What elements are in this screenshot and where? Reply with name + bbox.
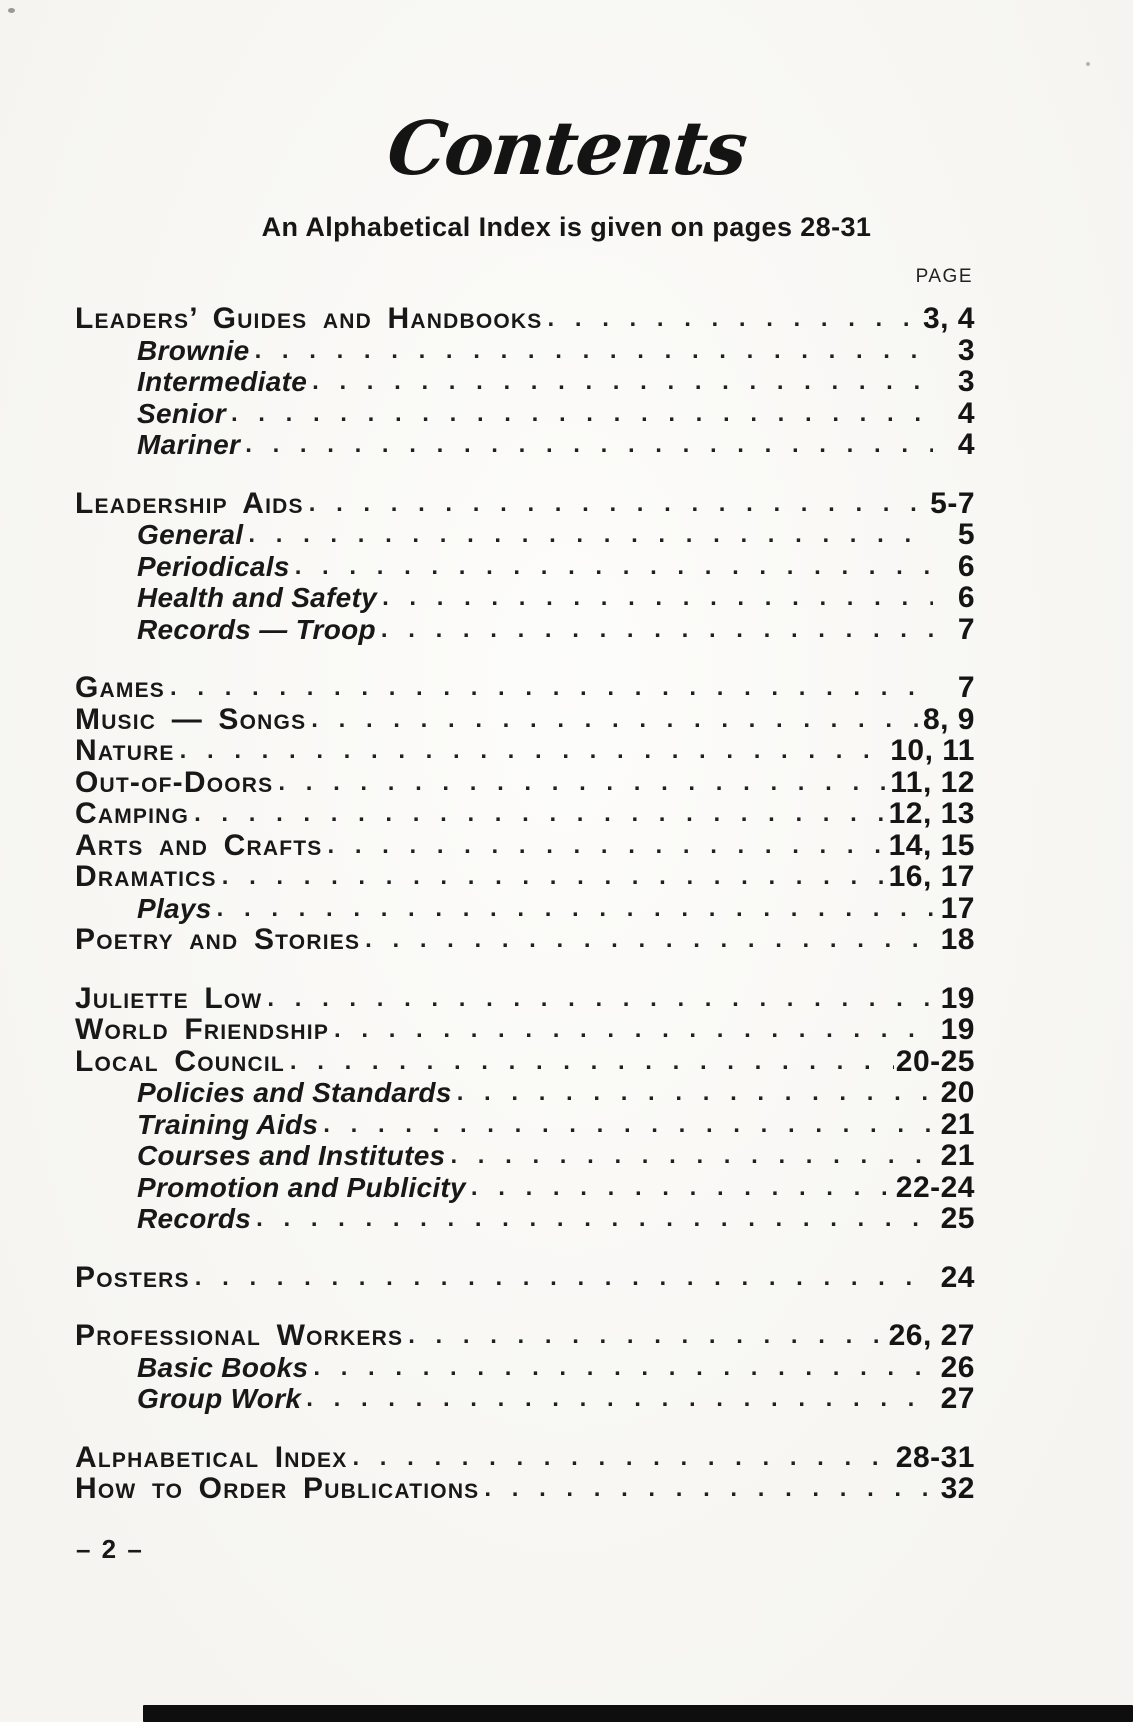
toc-entry bbox=[75, 671, 975, 703]
toc-entry-label: Records bbox=[137, 1203, 252, 1234]
dot-leader bbox=[307, 368, 933, 396]
toc-entry-page: 17 bbox=[940, 891, 975, 925]
dot-leader bbox=[165, 674, 933, 702]
dot-leader bbox=[543, 305, 921, 333]
dot-leader bbox=[329, 1016, 933, 1044]
toc-entry-label: Camping bbox=[75, 797, 190, 830]
toc-entry-page: 8, 9 bbox=[922, 702, 975, 736]
dot-leader bbox=[301, 1385, 933, 1413]
toc-entry-page: 24 bbox=[940, 1260, 975, 1294]
toc-entry-page: 18 bbox=[940, 923, 975, 956]
toc-entry bbox=[75, 613, 975, 645]
toc-group bbox=[75, 982, 975, 1234]
toc-entry bbox=[75, 1441, 975, 1473]
toc-group bbox=[75, 1441, 975, 1504]
dot-leader bbox=[285, 1048, 894, 1076]
page-column-header: PAGE bbox=[915, 266, 973, 287]
toc-entry bbox=[75, 302, 975, 334]
dot-leader bbox=[304, 490, 928, 518]
dot-leader bbox=[360, 926, 933, 954]
toc-entry bbox=[75, 550, 975, 582]
toc-entry bbox=[75, 1045, 975, 1077]
toc-entry-page: 6 bbox=[957, 581, 975, 614]
scan-artifact-bar bbox=[143, 1705, 1133, 1722]
toc-entry bbox=[75, 766, 975, 798]
dot-leader bbox=[190, 1264, 933, 1292]
toc-entry-page: 5 bbox=[957, 518, 975, 551]
dot-leader bbox=[306, 706, 921, 734]
toc-entry bbox=[75, 487, 975, 519]
toc-entry-label: Promotion and Publicity bbox=[137, 1171, 466, 1203]
toc-entry bbox=[75, 860, 975, 892]
toc-entry-label: Intermediate bbox=[137, 366, 308, 397]
toc-entry-label: Posters bbox=[75, 1260, 190, 1294]
toc-entry-page: 3, 4 bbox=[922, 302, 975, 335]
toc-entry-page: 21 bbox=[940, 1107, 975, 1141]
dot-leader bbox=[212, 895, 933, 923]
toc-entry-label: Dramatics bbox=[75, 860, 217, 893]
toc-entry bbox=[75, 982, 975, 1014]
toc-entry bbox=[75, 734, 975, 766]
toc-entry-label: Periodicals bbox=[137, 550, 290, 582]
page-title: Contents bbox=[383, 106, 750, 192]
toc-entry bbox=[75, 1013, 975, 1045]
toc-entry-page: 3 bbox=[957, 365, 975, 398]
toc-entry bbox=[75, 397, 975, 429]
scan-speck bbox=[1086, 62, 1090, 66]
toc-entry-label: Nature bbox=[75, 734, 175, 767]
toc-group bbox=[75, 671, 975, 955]
dot-leader bbox=[290, 553, 933, 581]
toc-entry-page: 16, 17 bbox=[888, 860, 975, 893]
toc-entry bbox=[75, 1202, 975, 1234]
dot-leader bbox=[262, 985, 933, 1013]
dot-leader bbox=[403, 1322, 886, 1350]
toc-entry bbox=[75, 334, 975, 366]
toc-entry bbox=[75, 1319, 975, 1351]
toc-entry-label: Leadership Aids bbox=[75, 486, 304, 520]
toc-entry bbox=[75, 1076, 975, 1108]
toc-entry-label: Brownie bbox=[137, 334, 250, 366]
toc-entry bbox=[75, 703, 975, 735]
toc-entry-label: Arts and Crafts bbox=[75, 828, 323, 862]
toc-entry-page: 6 bbox=[957, 549, 975, 583]
toc-entry-page: 4 bbox=[957, 396, 975, 430]
toc-entry-label: Records — Troop bbox=[137, 613, 376, 645]
toc-entry bbox=[75, 1351, 975, 1383]
toc-entry bbox=[75, 1382, 975, 1414]
toc-entry-label: Training Aids bbox=[137, 1108, 319, 1140]
dot-leader bbox=[318, 1111, 933, 1139]
toc-entry-label: Juliette Low bbox=[75, 981, 263, 1015]
toc-entry-label: Courses and Institutes bbox=[137, 1140, 446, 1171]
toc-entry-label: Basic Books bbox=[137, 1351, 309, 1383]
toc-entry-label: Health and Safety bbox=[137, 582, 378, 613]
toc-entry bbox=[75, 797, 975, 829]
toc-entry bbox=[75, 923, 975, 955]
toc-entry-page: 14, 15 bbox=[888, 828, 975, 862]
dot-leader bbox=[217, 863, 887, 891]
scan-speck bbox=[8, 8, 15, 13]
footer-page-number: – 2 – bbox=[76, 1534, 144, 1564]
toc-entry-label: Group Work bbox=[137, 1383, 302, 1414]
toc-entry-page: 19 bbox=[940, 1013, 975, 1046]
toc-entry-page: 22-24 bbox=[895, 1170, 975, 1204]
dot-leader bbox=[189, 800, 887, 828]
toc-entry bbox=[75, 1261, 975, 1293]
dot-leader bbox=[466, 1174, 894, 1202]
toc-entry-page: 26, 27 bbox=[888, 1319, 975, 1352]
toc-entry-page: 19 bbox=[940, 981, 975, 1015]
toc-entry-page: 25 bbox=[940, 1202, 975, 1235]
toc-entry-page: 20 bbox=[940, 1076, 975, 1109]
toc-entry-page: 10, 11 bbox=[890, 734, 975, 767]
toc-entry-label: World Friendship bbox=[75, 1013, 330, 1046]
toc-entry-label: Leaders’ Guides and Handbooks bbox=[75, 302, 543, 335]
dot-leader bbox=[226, 400, 933, 428]
toc-entry-page: 7 bbox=[957, 612, 975, 646]
toc-group bbox=[75, 487, 975, 645]
toc-entry-label: Poetry and Stories bbox=[75, 923, 361, 956]
toc-entry-page: 7 bbox=[957, 671, 975, 704]
toc-entry-page: 4 bbox=[957, 428, 975, 461]
dot-leader bbox=[175, 737, 889, 765]
toc-entry bbox=[75, 1108, 975, 1140]
toc-entry bbox=[75, 1171, 975, 1203]
dot-leader bbox=[347, 1444, 893, 1472]
toc-entry bbox=[75, 892, 975, 924]
toc-entry-label: Out-of-Doors bbox=[75, 765, 274, 799]
toc-group bbox=[75, 1319, 975, 1414]
toc-entry-label: General bbox=[137, 519, 244, 550]
toc-entry-label: How to Order Publications bbox=[75, 1472, 480, 1505]
dot-leader bbox=[479, 1475, 933, 1503]
toc-entry-page: 21 bbox=[940, 1139, 975, 1172]
dot-leader bbox=[273, 769, 888, 797]
toc-entry bbox=[75, 829, 975, 861]
dot-leader bbox=[376, 616, 933, 644]
dot-leader bbox=[250, 337, 933, 365]
dot-leader bbox=[323, 832, 887, 860]
toc-entry-label: Local Council bbox=[75, 1044, 285, 1078]
toc-entry bbox=[75, 1472, 975, 1504]
toc-entry-page: 5-7 bbox=[930, 486, 975, 520]
toc-entry-page: 28-31 bbox=[895, 1440, 975, 1474]
toc-entry bbox=[75, 428, 975, 460]
toc-entry-label: Senior bbox=[137, 397, 226, 429]
dot-leader bbox=[243, 521, 933, 549]
toc-entry-label: Games bbox=[75, 671, 166, 704]
dot-leader bbox=[251, 1205, 933, 1233]
toc-entry-page: 12, 13 bbox=[888, 797, 975, 830]
dot-leader bbox=[445, 1142, 933, 1170]
toc-entry-page: 11, 12 bbox=[890, 765, 975, 799]
toc-entry-label: Plays bbox=[137, 892, 212, 924]
toc-entry bbox=[75, 365, 975, 397]
toc-entry-page: 3 bbox=[957, 333, 975, 367]
toc-entry-page: 26 bbox=[940, 1350, 975, 1384]
toc-entry-page: 32 bbox=[940, 1472, 975, 1505]
dot-leader bbox=[308, 1354, 933, 1382]
toc-entry bbox=[75, 518, 975, 550]
toc-entry-page: 20-25 bbox=[895, 1044, 975, 1078]
toc-entry bbox=[75, 581, 975, 613]
toc-entry-label: Alphabetical Index bbox=[75, 1440, 348, 1474]
toc-entry-label: Mariner bbox=[137, 429, 241, 460]
toc-entry bbox=[75, 1139, 975, 1171]
toc-list bbox=[75, 302, 975, 1504]
page-subtitle: An Alphabetical Index is given on pages 28-31 bbox=[261, 212, 872, 242]
toc-entry-label: Policies and Standards bbox=[137, 1077, 452, 1108]
toc-group bbox=[75, 302, 975, 460]
dot-leader bbox=[240, 431, 933, 459]
table-of-contents bbox=[75, 266, 975, 1504]
dot-leader bbox=[377, 584, 933, 612]
toc-entry-label: Music — Songs bbox=[75, 702, 307, 736]
toc-entry-page: 27 bbox=[940, 1382, 975, 1415]
dot-leader bbox=[452, 1079, 933, 1107]
toc-group bbox=[75, 1261, 975, 1293]
toc-entry-label: Professional Workers bbox=[75, 1319, 404, 1352]
